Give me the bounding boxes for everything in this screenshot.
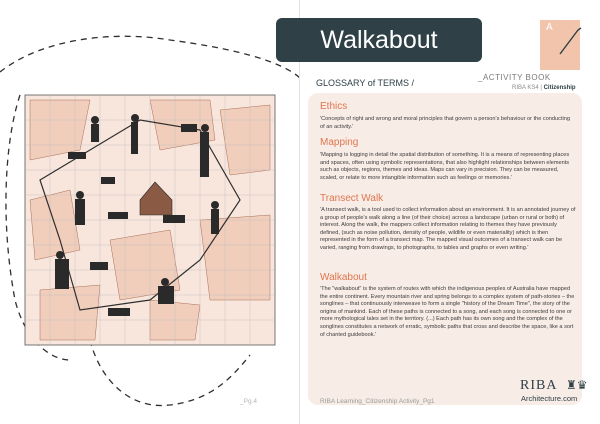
term-body-ethics: 'Concepts of right and wrong and moral principles that govern a person's behaviour or the conducting of an activity.' xyxy=(320,116,570,130)
term-title-ethics: Ethics xyxy=(320,101,348,112)
term-body-mapping: 'Mapping is logging in detail the spatial distribution of something. It is a means of representing places and spaces, often using symbolic representations, that also highlight relationships between elements such as objects, regions, themes and ideas. Maps can vary in precision. They can be measured, scaled, or relate to more intangible information such as feelings or memories.' xyxy=(320,152,570,181)
glossary-heading: GLOSSARY of TERMS / xyxy=(316,78,415,88)
riba-logo: RIBA xyxy=(520,378,558,393)
term-body-transect: 'A transect walk, is a tool used to collect information about an environment. It is an annotated journey of a group of people's walk along a line (of their choice) across a landscape (urban or rural or both) of interest. Along the walk, the mappers collect information relating to themes they have previously defined, (such as noise pollution, density of people, wildlife or even materiality) which is then represented in the form of a transect map. The mapped visual outcomes of a transect walk can be varied, ranging from drawings, to photographs, to tables and graphs or even writing.' xyxy=(320,207,576,251)
term-body-walkabout: 'The "walkabout" is the system of routes with which the indigenous peoples of Australia have mapped the entire continent. Every mountain river and spring belongs to a complex system of path-stories – the songlines – that continuously interweave to form a single "history of the Dream Time", the story of the origins of mankind. Each of these paths is connected to a song, and each song is connected to one or more mythological tales set in the territory. (...) Each path has its own song and the complex of the songlines constitutes a network of erratic, symbolic paths that cross and describe the space, like a sort of chanted guidebook.' xyxy=(320,286,575,338)
footer-page-right: RIBA Learning_Citizenship Activity_Pg1 xyxy=(320,398,435,405)
tab-letter: A xyxy=(546,22,553,33)
footer-page-left: _Pg.4 xyxy=(240,398,257,405)
term-title-transect: Transect Walk xyxy=(320,193,384,204)
riba-website: Architecture.com xyxy=(521,394,578,403)
pencil-icon xyxy=(556,26,584,58)
riba-crest-icon: ♜♛ xyxy=(566,378,588,392)
activity-book-label: _ACTIVITY BOOK xyxy=(478,73,551,82)
page-divider xyxy=(299,0,300,424)
title-banner xyxy=(276,18,482,62)
page-title: Walkabout xyxy=(320,26,438,54)
dashed-route-path xyxy=(0,36,300,78)
subject-label: Citizenship xyxy=(543,85,576,91)
riba-ks: RIBA KS4 xyxy=(512,85,539,91)
riba-ks-label: RIBA KS4 | Citizenship xyxy=(512,85,576,91)
term-title-walkabout: Walkabout xyxy=(320,272,367,283)
dashed-route-path-bottom xyxy=(90,340,250,406)
term-title-mapping: Mapping xyxy=(320,137,359,148)
